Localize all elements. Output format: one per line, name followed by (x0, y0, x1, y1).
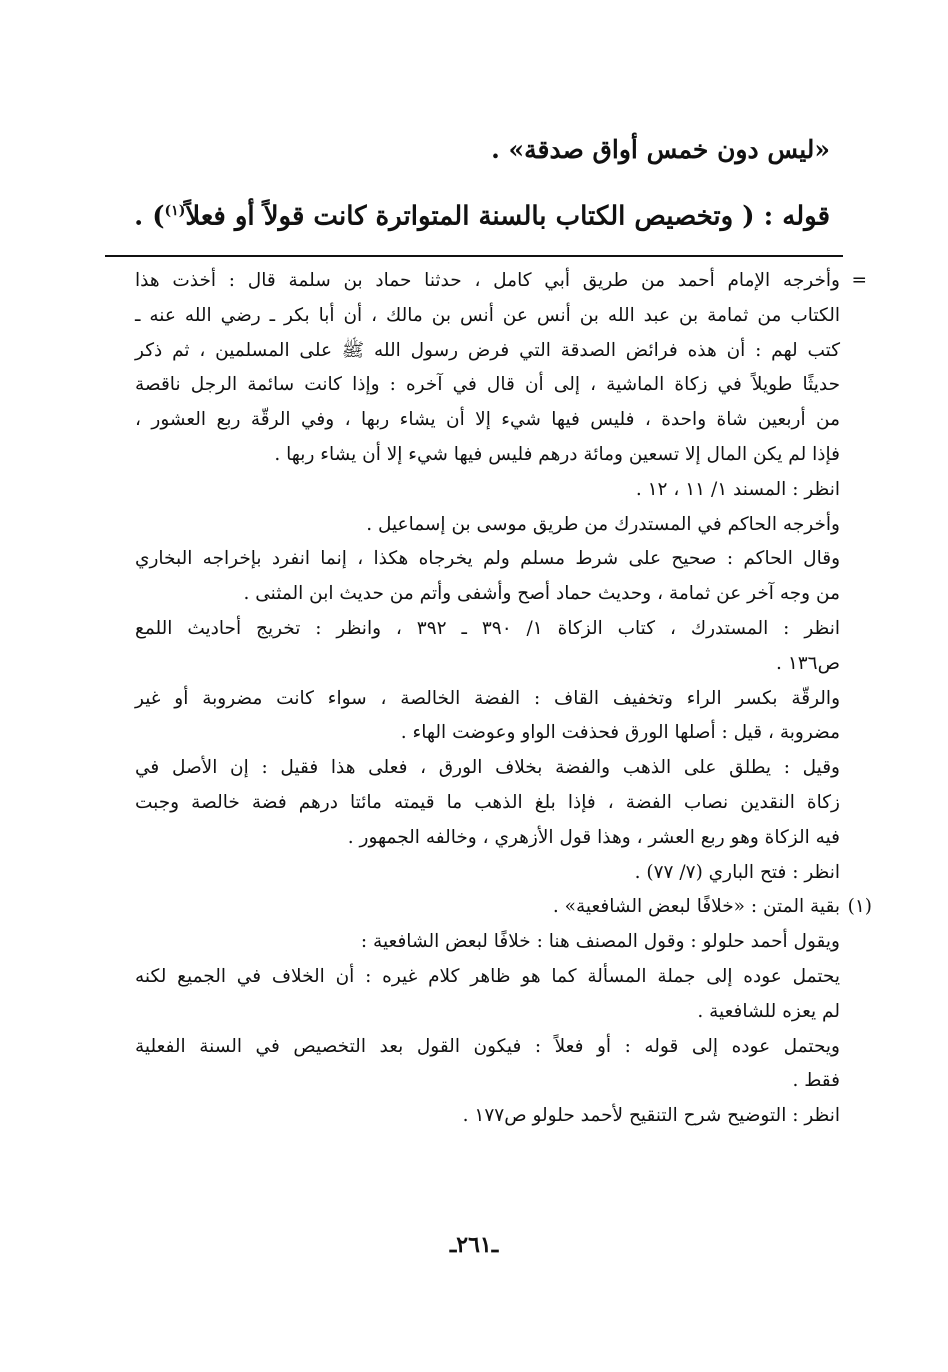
footnote-line: كتب لهم : أن هذه فرائض الصدقة التي فرض رسول الله ﷺ على المسلمين ، ثم ذكر (135, 339, 840, 361)
continuation-marker: = (851, 270, 867, 291)
footnote-line: فقط . (792, 1070, 840, 1092)
footnote-line: الكتاب من ثمامة بن عبد الله بن أنس عن أنس بن مالك ، أن أبا بكر ـ رضي الله عنه ـ (135, 304, 840, 326)
footnote-line: وقيل : يطلق على الذهب والفضة بخلاف الورق ، فعلى هذا فقيل : إن الأصل في (135, 757, 840, 779)
footnote-line-text: بقية المتن : «خلافًا لبعض الشافعية» . (552, 896, 840, 918)
main-quote-text: قوله : ( وتخصيص الكتاب بالسنة المتواترة كانت قولاً أو فعلاً (185, 201, 830, 232)
footnote-line: من أربعين شاة واحدة ، فليس فيها شيء إلا أن يشاء ربها ، وفي الرقّة ربع العشور ، (135, 409, 840, 431)
footnote-line: يحتمل عوده إلى جملة المسألة كما هو ظاهر كلام غيره : أن الخلاف في الجميع لكنه (135, 965, 840, 987)
footnote-line: وقال الحاكم : صحيح على شرط مسلم ولم يخرجاه هكذا ، إنما انفرد بإخراجه البخاري (135, 548, 840, 570)
footnote-line: ويحتمل عوده إلى قوله : أو فعلاً : فيكون القول بعد التخصيص في السنة الفعلية (135, 1035, 840, 1057)
footnote-separator (105, 255, 843, 257)
footnote-line: فإذا لم يكن المال إلا تسعين ومائة درهم فليس فيها شيء إلا أن يشاء ربها . (274, 443, 840, 465)
footnote-line: لم يعزه للشافعية . (697, 1000, 840, 1022)
footnote-reference: (١) (164, 203, 186, 219)
main-quote-end: ) . (134, 201, 165, 232)
footnote-line (135, 890, 872, 925)
footnote-line: انظر : المسند ١/ ١١ ، ١٢ . (635, 478, 840, 500)
footnote-line: حديثًا طويلاً في زكاة الماشية ، إلى أن قال في آخره : وإذا كانت سائمة الرجل ناقصة (135, 374, 840, 396)
footnote-line-text: وأخرجه الإمام أحمد من طريق أبي كامل ، حدثنا حماد بن سلمة قال : أخذت هذا (135, 270, 840, 291)
footnote-line: ويقول أحمد حلولو : وقول المصنف هنا : خلافًا لبعض الشافعية : (360, 931, 840, 953)
main-text-line-1: «ليس دون خمس أواق صدقة» . (491, 135, 830, 164)
footnote-line: وأخرجه الحاكم في المستدرك من طريق موسى بن إسماعيل . (366, 513, 840, 535)
footnote-line (135, 264, 867, 299)
footnote-line: ص١٣٦ . (776, 652, 840, 674)
main-text-line-2 (130, 191, 830, 237)
footnote-line: فيه الزكاة وهو ربع العشر ، وهذا قول الأزهري ، وخالفه الجمهور . (347, 826, 840, 848)
footnote-line: زكاة النقدين نصاب الفضة ، فإذا بلغ الذهب ما قيمته مائتا درهم فضة خالصة وجبت (135, 791, 840, 813)
page-number: ـ٢٦١ـ (449, 1232, 499, 1258)
footnote-line: انظر : المستدرك ، كتاب الزكاة ١/ ٣٩٠ ـ ٣٩٢ ، وانظر : تخريج أحاديث اللمع (135, 617, 840, 639)
footnote-line: مضروبة ، قيل : أصلها الورق فحذفت الواو وعوضت الهاء . (400, 722, 840, 744)
footnote-number: (١) (847, 896, 872, 918)
footnote-line: والرقّة بكسر الراء وتخفيف القاف : الفضة الخالصة ، سواء كانت مضروبة أو غير (135, 687, 840, 709)
footnotes-block (135, 264, 872, 1134)
footnote-line: انظر : التوضيح شرح التنقيح لأحمد حلولو ص١٧٧ . (462, 1105, 840, 1127)
footnote-line: من وجه آخر عن ثمامة ، وحديث حماد أصح وأشفى وأتم من حديث ابن المثنى . (243, 583, 840, 605)
footnote-line: انظر : فتح الباري (٧/ ٧٧) . (634, 861, 840, 883)
